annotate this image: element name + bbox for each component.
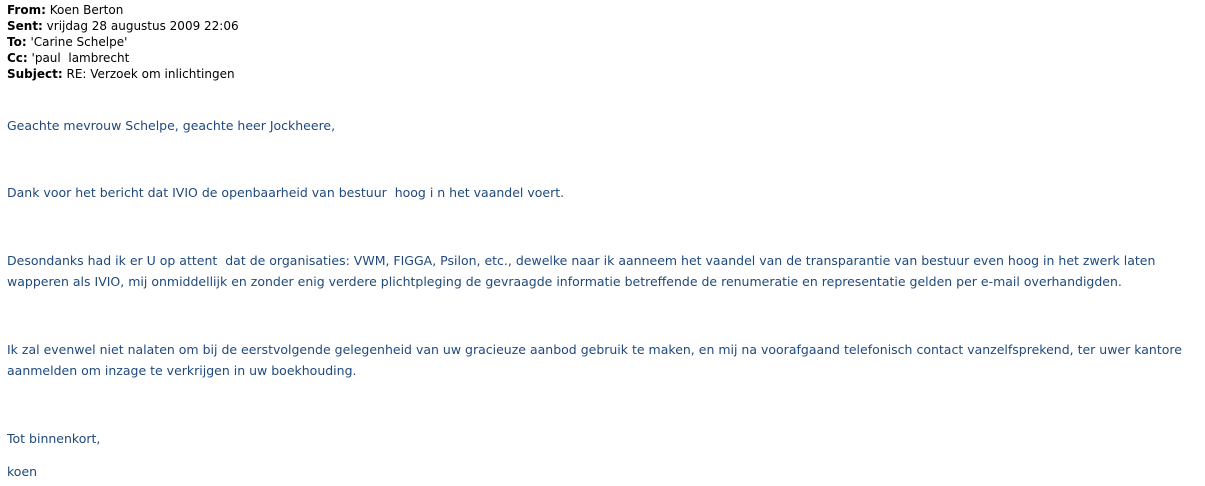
email-header (7, 2, 239, 82)
closing-paragraph: Tot binnenkort, (7, 431, 101, 446)
to-label: To: (7, 35, 27, 49)
subject-label: Subject: (7, 67, 63, 81)
cc-label: Cc: (7, 51, 28, 65)
subject-row (7, 66, 239, 82)
body-paragraph-3: Ik zal evenwel niet nalaten om bij de eerstvolgende gelegenheid van uw gracieuze aanbod gebruik te maken, en mij na voorafgaand telefonisch contact vanzelfsprekend, ter uwer kantore aanmelden om inzage te verkrijgen in uw boekhouding. (7, 342, 1186, 378)
subject-value: RE: Verzoek om inlichtingen (62, 67, 235, 81)
sent-label: Sent: (7, 19, 43, 33)
signature: koen (7, 464, 38, 479)
from-label: From: (7, 3, 46, 17)
greeting-paragraph: Geachte mevrouw Schelpe, geachte heer Jockheere, (7, 118, 336, 133)
cc-value: 'paul lambrecht (27, 51, 130, 65)
body-paragraph-2: Desondanks had ik er U op attent dat de organisaties: VWM, FIGGA, Psilon, etc., dewelke naar ik aanneem het vaandel van de transparantie van bestuur even hoog in het zwerk laten wapperen als IVIO, mij onmiddellijk en zonder enig verdere plichtpleging de gevraagde informatie betreffende de renumeratie en representatie gelden per e-mail overhandigden. (7, 253, 1160, 289)
sent-row (7, 18, 239, 34)
to-row (7, 34, 239, 50)
to-value: 'Carine Schelpe' (26, 35, 128, 49)
from-row (7, 2, 239, 18)
cc-row (7, 50, 239, 66)
body-paragraph-1: Dank voor het bericht dat IVIO de openbaarheid van bestuur hoog i n het vaandel voert. (7, 185, 565, 200)
sent-value: vrijdag 28 augustus 2009 22:06 (42, 19, 239, 33)
from-value: Koen Berton (45, 3, 124, 17)
